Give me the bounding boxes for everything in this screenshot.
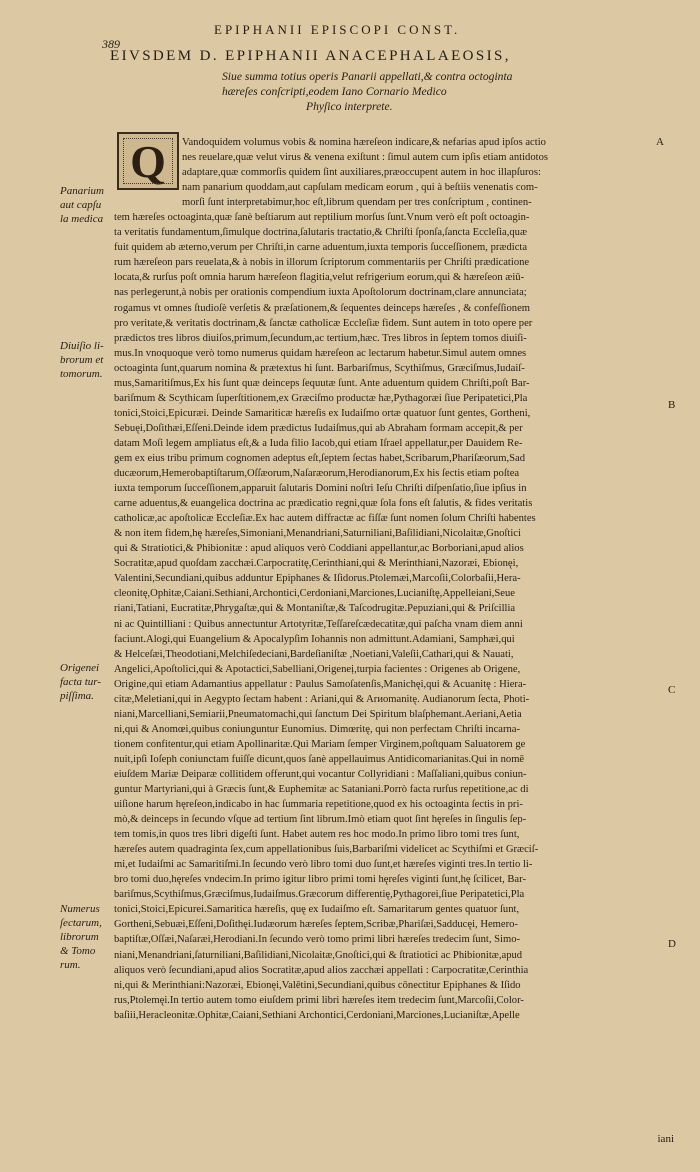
margin-note-line: Diuiſio li-: [60, 340, 104, 352]
body-line: & Helceſæi,Theodotiani,Melchiſedeciani,Bardeſianiſtæ ,Noetiani,Valeſii,Cathari,qui & Nauati,: [114, 648, 514, 660]
body-line: Socratitæ,apud quoſdam zacchæi.Carpocratitę,Cerinthiani,qui & Merinthiani,Nazoræi, Ebionęi,: [114, 558, 519, 570]
body-line: catholicæ,ac apoſtolicæ Eccleſiæ.Ex hac autem diffractæ ac fiſſæ ſunt nomen ſolum Chriſti habentes: [114, 513, 536, 525]
body-line: carne aduentus,& euangelica doctrina ac prædicatio regni,quæ ſola fons eſt ſalutis, & fides veritatis: [114, 498, 533, 510]
section-mark-a: A: [656, 136, 664, 148]
body-line: Sebuęi,Doſithæi,Eſſeni.Deinde idem prædictus Iudaiſmus,qui ab Abraham formam accepit,& per: [114, 422, 523, 434]
body-line: qui & Stratiotici,& Phibionitæ : apud aliquos verò Coddiani appellantur,ac Borboriani,apud alios: [114, 543, 524, 555]
body-line: ni,qui & Merinthiani:Nazoræi, Ebionęi,Valētini,Secundiani,quibus cōnectitur Epiphanes & Iſido: [114, 979, 521, 991]
body-line: ni,qui & Anomœi,quibus coniunguntur Eunomius. Dimœritę, qui non perfectam Chriſti incarna-: [114, 723, 521, 735]
body-line: octoaginta ſunt,quarum nomina & prætextus hi ſunt. Barbariſmus, Scythiſmus, Græciſmus,Iudaiſ-: [114, 362, 525, 374]
margin-note-line: aut capſu: [60, 199, 102, 211]
subtitle-line: Siue summa totius operis Panarii appellati,& contra octoginta: [222, 70, 513, 83]
margin-note-line: & Tomo: [60, 945, 96, 957]
body-line: tonici,Stoici,Epicurei.Samaritica hæreſis, quę ex Iudaiſmo eſt. Samaritarum gentes quatuor ſunt,: [114, 904, 520, 916]
body-line: tem hæreſes octoaginta,quæ ſanè beſtiarum aut reptilium morſus ſunt.Vnum verò eſt poſt octoagin-: [114, 212, 530, 224]
body-line: bariſmus,Scythiſmus,Græciſmus,Iudaiſmus.Græcorum differentię,Pythagorei,ſiue Peripatetici,Pla: [114, 889, 525, 901]
decorated-initial: Q: [117, 132, 179, 190]
body-line: guntur Martyriani,qui à Græcis ſunt,& Euphemitæ ac Sataniani.Porrò facta rurſus repetitione,ac di: [114, 784, 529, 796]
margin-note-panarium: [60, 184, 120, 226]
margin-note-line: Numerus: [60, 903, 100, 915]
body-line: adaptare,quæ commorſis quidem ſint auxiliares,præoccupent autem in hoc illapſuros:: [182, 167, 541, 179]
body-line: rum hæreſeon pars reuelata,& à nobis in illorum ſcriptorum commentariis per Chriſti prædicatione: [114, 257, 530, 269]
body-line: fuit quidem ab æterno,verum per Chriſti,in carne aduentum,iuxta temporis ſucceſſionem, prædicta: [114, 242, 528, 254]
body-line: aliquos verò ſecundiani,apud alios Socratitæ,apud alios zacchæi appellati : Carpocratitæ,Cerinthia: [114, 964, 529, 976]
body-line: nes reuelare,quæ velut virus & venena exiſtunt : ſimul autem cum ipſis etiam antidotos: [182, 152, 548, 164]
body-line: Angelici,Apoſtolici,qui & Apotactici,Sabelliani,Origeneị,turpia facientes : Origenes ab Origene,: [114, 663, 521, 675]
body-line: mi,et Iudaiſmi ac Samaritiſmi.In ſecundo verò libro tomi duo ſunt,et hæreſes viginti tres.In tertio li-: [114, 859, 533, 871]
body-line: baptiſtæ,Oſſæi,Naſaræi,Herodiani.In ſecundo verò tomo primi libri hæreſes tredecim ſunt, Simo-: [114, 934, 521, 946]
section-title: EIVSDEM D. EPIPHANII ANACEPHALAEOSIS,: [110, 48, 511, 64]
body-line: locata,& rurſus poſt omnia harum hæreſeon flagitia,velut refrigerium eorum,qui & hæreſeon æiū-: [114, 272, 525, 284]
body-line: tionem confitentur,qui etiam Apollinaritæ.Qui Mariam ſemper Virginem,poſtquam Saluatorem ge: [114, 738, 526, 750]
body-line: bariſmum & Scythicam ſuperſtitionem,ex Græciſmo productæ hæ,Pythagoræi ſiue Peripatetici,Pla: [114, 392, 528, 404]
body-line: nam panarium quoddam,aut capſulam medicam eorum , qui à beſtiis venenatis com-: [182, 182, 538, 194]
body-line: prædictos tres libros diuiſos,primum,ſecundum,ac tertium,hæc. Tres libros in ſeptem tomos diuiſi-: [114, 332, 527, 344]
margin-note-line: la medica: [60, 213, 104, 225]
margin-note-numerus: [60, 902, 120, 972]
body-line: hæreſes autem quadraginta ſex,cum appellationibus ſuis,Barbariſmi videlicet ac Scythiſmi et Græciſ-: [114, 844, 539, 856]
body-line: ni ac Quintilliani : Quibus annectuntur Artotyritæ,Teſſareſcædecatitæ,qui paſcha vnam diem anni: [114, 618, 523, 630]
body-line: mus,Samaritiſmus,Ex his ſunt quæ deinceps ſequutæ ſunt. Ante aduentum quidem Chriſti,poſt Bar-: [114, 377, 530, 389]
margin-note-diuisio: [60, 339, 120, 381]
body-line: Valentini,Secundiani,quibus adduntur Epiphanes & Iſidorus.Ptolemæi,Marcoſii,Colorbaſii,Hera-: [114, 573, 521, 585]
running-head: EPIPHANII EPISCOPI CONST.: [214, 22, 461, 37]
catchword: iani: [657, 1133, 674, 1145]
body-line: datam Moſi legem ampliatus eſt,& a Iuda filio Iacob,qui etiam Iſrael appellatur,per Dauidem Re-: [114, 437, 523, 449]
body-line: mò,& deinceps in ſecundo vſque ad tertium ſint librum.Imò etiam quot ſint hęreſes in ſingulis ſep-: [114, 814, 527, 826]
body-line: ta veritatis fundamentum,ſimulque doctrina,ſalutaris tractatio,& Chriſti ſponſa,ſancta Eccleſia,quæ: [114, 227, 528, 239]
body-line: Vandoquidem volumus vobis & nomina hæreſeon indicare,& nefarias apud ipſos actio: [182, 137, 546, 148]
body-text: [114, 135, 655, 1023]
section-subtitle: [222, 69, 662, 114]
margin-note-line: facta tur-: [60, 676, 102, 688]
margin-note-line: ſectarum,: [60, 917, 102, 929]
margin-note-line: rum.: [60, 959, 81, 971]
body-line: citæ,Meletiani,qui in Aegypto ſectam habent : Ariani,qui & Arиomanitę. Audianorum ſecta, Photi-: [114, 693, 530, 705]
body-line: tem tomis,in quos tres libri digeſti ſunt. Habet autem res hoc modo.In primo libro tomi tres ſunt,: [114, 829, 520, 841]
body-line: Origine,qui etiam Adamantius appellatur : Paulus Samoſatenſis,Manichęi,qui & Acuanitę : Hiera-: [114, 678, 527, 690]
body-line: nas perlegerunt,à nobis per orationis compendium iuxta Apoſtolorum doctrinam,clare annunciata;: [114, 287, 527, 299]
body-line: niani,Marcelliani,Semiarii,Pneumatomachi,qui ſanctum Dei Spiritum blaſphemant.Aeriani,Aetia: [114, 708, 522, 720]
body-line: baſiii,Heracleonitæ.Ophitæ,Caiani,Sethiani Archontici,Cerdoniani,Marciones,Lucianiſtæ,Apelle: [114, 1009, 520, 1021]
body-line: eiuſdem Mariæ Deiparæ collitidem offerunt,qui vocantur Collyridiani : Maſſaliani,quibus coniun-: [114, 768, 527, 780]
margin-note-line: tomorum.: [60, 368, 103, 380]
body-line: Gortheni,Sebuæi,Eſſeni,Doſithęi.Iudæorum hæreſes ſeptem,Scribæ,Phariſæi,Sadducęi, Hemero-: [114, 919, 518, 931]
body-line: rogamus vt omnes ſtudioſè verſetis & præſationem,& ſequentes deinceps hæreſes , & confeſſionem: [114, 302, 531, 314]
subtitle-line: Phyſico interprete.: [306, 100, 393, 113]
body-line: tonici,Stoici,Epicuræi. Deinde Samariticæ hæreſis ex Iudaiſmo ortæ quatuor ſunt gentes, Gortheni,: [114, 407, 531, 419]
body-line: faciunt.Alogi,qui Euangelium & Apocalypſim Iohannis non admittunt.Adamiani, Samphæi,qui: [114, 633, 515, 645]
body-line: ducæorum,Hemerobaptiſtarum,Oſſæorum,Naſaræorum,Herodianorum,Ex his ſectis etiam poſtea: [114, 468, 520, 480]
body-line: pro veritate,& veritatis doctrinam,& ſanctæ catholicæ Eccleſiæ fidem. Sunt autem in toto opere per: [114, 317, 533, 329]
body-line: bro tomi duo,hęreſes vndecim.In primo igitur libro primi tomi hęreſes viginti ſunt,hę ſcilicet, Bar-: [114, 874, 526, 886]
margin-note-line: Origenei: [60, 662, 100, 674]
body-line: iuxta temporum ſucceſſionem,apparuit ſalutaris Domini noſtri Ieſu Chriſti diſpenſatio,ſiue ipſius in: [114, 483, 527, 495]
margin-note-line: librorum: [60, 931, 99, 943]
section-mark-b: B: [668, 399, 676, 411]
margin-note-origenei: [60, 661, 120, 703]
body-line: uiſione harum hęreſeon,indicabo in hac ſummaria repetitione,quod ex his octoaginta ſectis in pri-: [114, 799, 523, 811]
body-line: & non item fidem,hę hæreſes,Simoniani,Menandriani,Saturniliani,Baſilidiani,Nicolaitæ,Gnoſtici: [114, 528, 521, 540]
body-line: mus.In vnoquoque verò tomo numerus quidam hæreſeon ac lectarum habetur.Simul autem omnes: [114, 347, 527, 359]
margin-note-line: Panarium: [60, 185, 104, 197]
body-line: nuit,ipſi Ioſeph coniunctam fuiſſe dicunt,quos ſanè appellauimus Antidicomarianitas.Qui in nomē: [114, 753, 525, 765]
margin-note-line: brorum et: [60, 354, 104, 366]
subtitle-line: hæreſes conſcripti,eodem Iano Cornario Medico: [222, 85, 447, 98]
margin-note-line: piſſima.: [60, 690, 94, 702]
body-line: niani,Menandriani,ſaturniliani,Baſilidiani,Nicolaitæ,Gnoſtici,qui & ſtratiotici ac Phibionitæ,apud: [114, 949, 523, 961]
body-line: rus,Ptolemęi.In tertio autem tomo eiuſdem primi libri hæreſes item tredecim ſunt,Marcoſii,Color-: [114, 994, 524, 1006]
body-line: riani,Tatiani, Eucratitæ,Phrygaſtæ,qui & Montaniſtæ,& Taſcodrugitæ.Pepuziani,qui & Priſcillia: [114, 603, 516, 615]
section-mark-d: D: [668, 938, 676, 950]
body-line: cleonitę,Ophitæ,Caiani.Sethiani,Archontici,Cerdoniani,Marciones,Lucianiſtę,Appelleiani,Seue: [114, 588, 515, 600]
section-mark-c: C: [668, 684, 676, 696]
body-line: gem ex eius tribu primum cognomen adeptus eſt,ſeptem ſectas habet,Scribarum,Phariſæorum,Sad: [114, 452, 525, 464]
body-line: morſi ſunt interpretabimur,hoc eſt,librum quendam per tres conſcriptum , continen-: [182, 197, 532, 209]
page-number: 389: [102, 37, 120, 51]
